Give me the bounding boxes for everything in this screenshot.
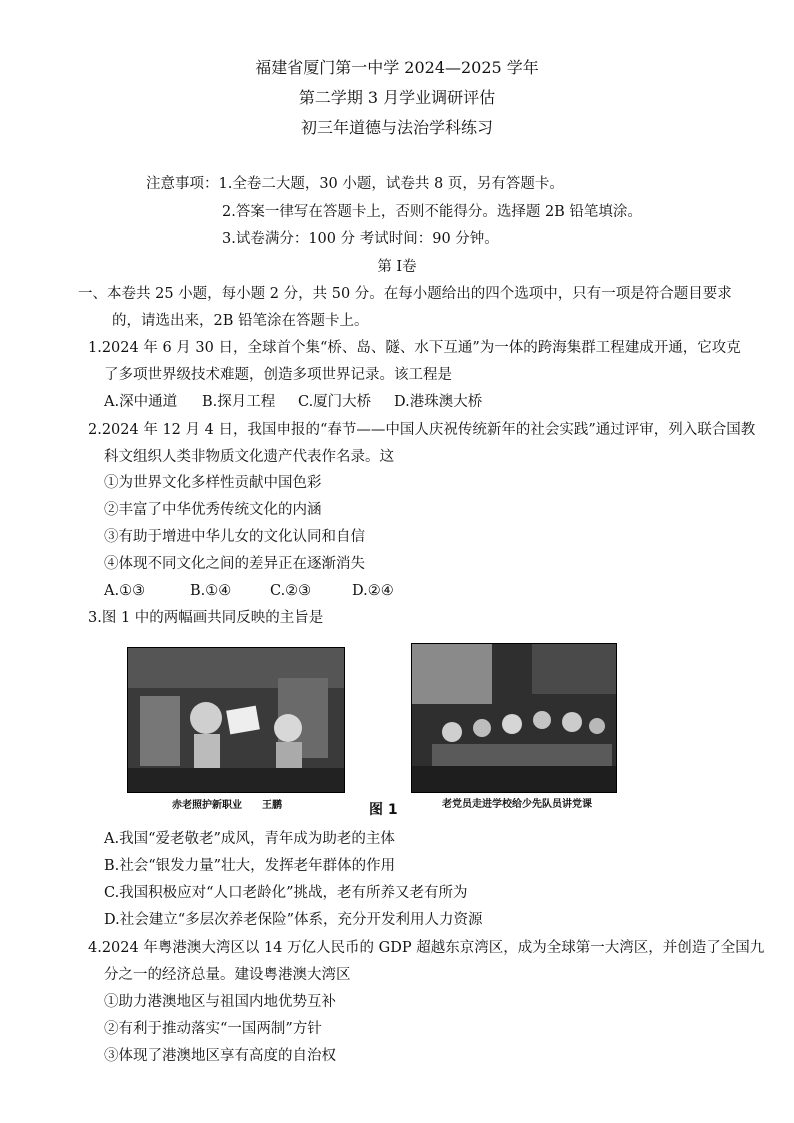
question-4-stem-line-1: 4.2024 年粤港澳大湾区以 14 万亿人民币的 GDP 超越东京湾区，成为全球第一大湾区，并创造了全国九: [88, 940, 765, 956]
question-2-option-b: B.①④: [190, 583, 232, 599]
cartoon-caption: 赤老照护新职业 王鹏: [172, 800, 282, 811]
question-2-statement-2: ②丰富了中华优秀传统文化的内涵: [104, 502, 322, 518]
question-3-option-a: A.我国“爱老敬老”成风，青年成为助老的主体: [104, 831, 395, 847]
question-1-option-b: B.探月工程: [202, 394, 276, 410]
question-1-option-a: A.深中通道: [104, 394, 178, 410]
question-2-option-c: C.②③: [270, 583, 312, 599]
classroom-photo: [411, 643, 617, 793]
question-3-option-c: C.我国积极应对“人口老龄化”挑战，老有所养又老有所为: [104, 885, 468, 901]
question-2-option-a: A.①③: [104, 583, 146, 599]
section-instruction-line-2: 的，请选出来，2B 铅笔涂在答题卡上。: [112, 313, 369, 329]
question-2-options: [104, 581, 394, 601]
question-3-option-d: D.社会建立“多层次养老保险”体系，充分开发利用人力资源: [104, 912, 483, 928]
cartoon-image: [127, 647, 345, 793]
question-4-statement-3: ③体现了港澳地区享有高度的自治权: [104, 1048, 336, 1064]
question-4-statement-2: ②有利于推动落实“一国两制”方针: [104, 1021, 322, 1037]
question-2-statement-3: ③有助于增进中华儿女的文化认同和自信: [104, 529, 365, 545]
photo-caption: 老党员走进学校给少先队员讲党课: [442, 799, 592, 810]
question-1-stem-line-2: 了多项世界级技术难题，创造多项世界记录。该工程是: [104, 367, 452, 383]
question-4-stem-line-2: 分之一的经济总量。建设粤港澳大湾区: [104, 967, 351, 983]
question-3-stem: 3.图 1 中的两幅画共同反映的主旨是: [88, 610, 324, 626]
figure-label: 图 1: [369, 802, 398, 818]
question-1-stem-line-1: 1.2024 年 6 月 30 日，全球首个集“桥、岛、隧、水下互通”为一体的跨海集群工程建成开通，它攻克: [88, 340, 741, 356]
question-3-option-b: B.社会“银发力量”壮大，发挥老年群体的作用: [104, 858, 396, 874]
notice-item-3: 3.试卷满分：100 分 考试时间：90 分钟。: [222, 231, 499, 247]
exam-title-line-2: 第二学期 3 月学业调研评估: [298, 88, 496, 107]
question-2-stem-line-2: 科文组织人类非物质文化遗产代表作名录。这: [104, 449, 394, 465]
question-1-option-d: D.港珠澳大桥: [394, 394, 483, 410]
question-4-statement-1: ①助力港澳地区与祖国内地优势互补: [104, 994, 336, 1010]
question-2-statement-4: ④体现不同文化之间的差异正在逐渐消失: [104, 556, 365, 572]
question-1-options: [104, 392, 482, 412]
question-2-option-d: D.②④: [352, 583, 394, 599]
question-2-statement-1: ①为世界文化多样性贡献中国色彩: [104, 475, 322, 491]
exam-title-line-3: 初三年道德与法治学科练习: [300, 118, 493, 137]
notice-item-1: 注意事项：1.全卷二大题，30 小题，试卷共 8 页，另有答题卡。: [146, 176, 564, 192]
question-2-stem-line-1: 2.2024 年 12 月 4 日，我国申报的“春节——中国人庆祝传统新年的社会实践”通过评审，列入联合国教: [88, 422, 756, 438]
exam-title-line-1: 福建省厦门第一中学 2024—2025 学年: [255, 58, 539, 77]
notice-item-2: 2.答案一律写在答题卡上，否则不能得分。选择题 2B 铅笔填涂。: [222, 204, 642, 220]
volume-heading: 第 I卷: [377, 259, 417, 275]
question-1-option-c: C.厦门大桥: [298, 394, 372, 410]
section-instruction-line-1: 一、本卷共 25 小题，每小题 2 分，共 50 分。在每小题给出的四个选项中，只有一项是符合题目要求: [78, 286, 732, 302]
